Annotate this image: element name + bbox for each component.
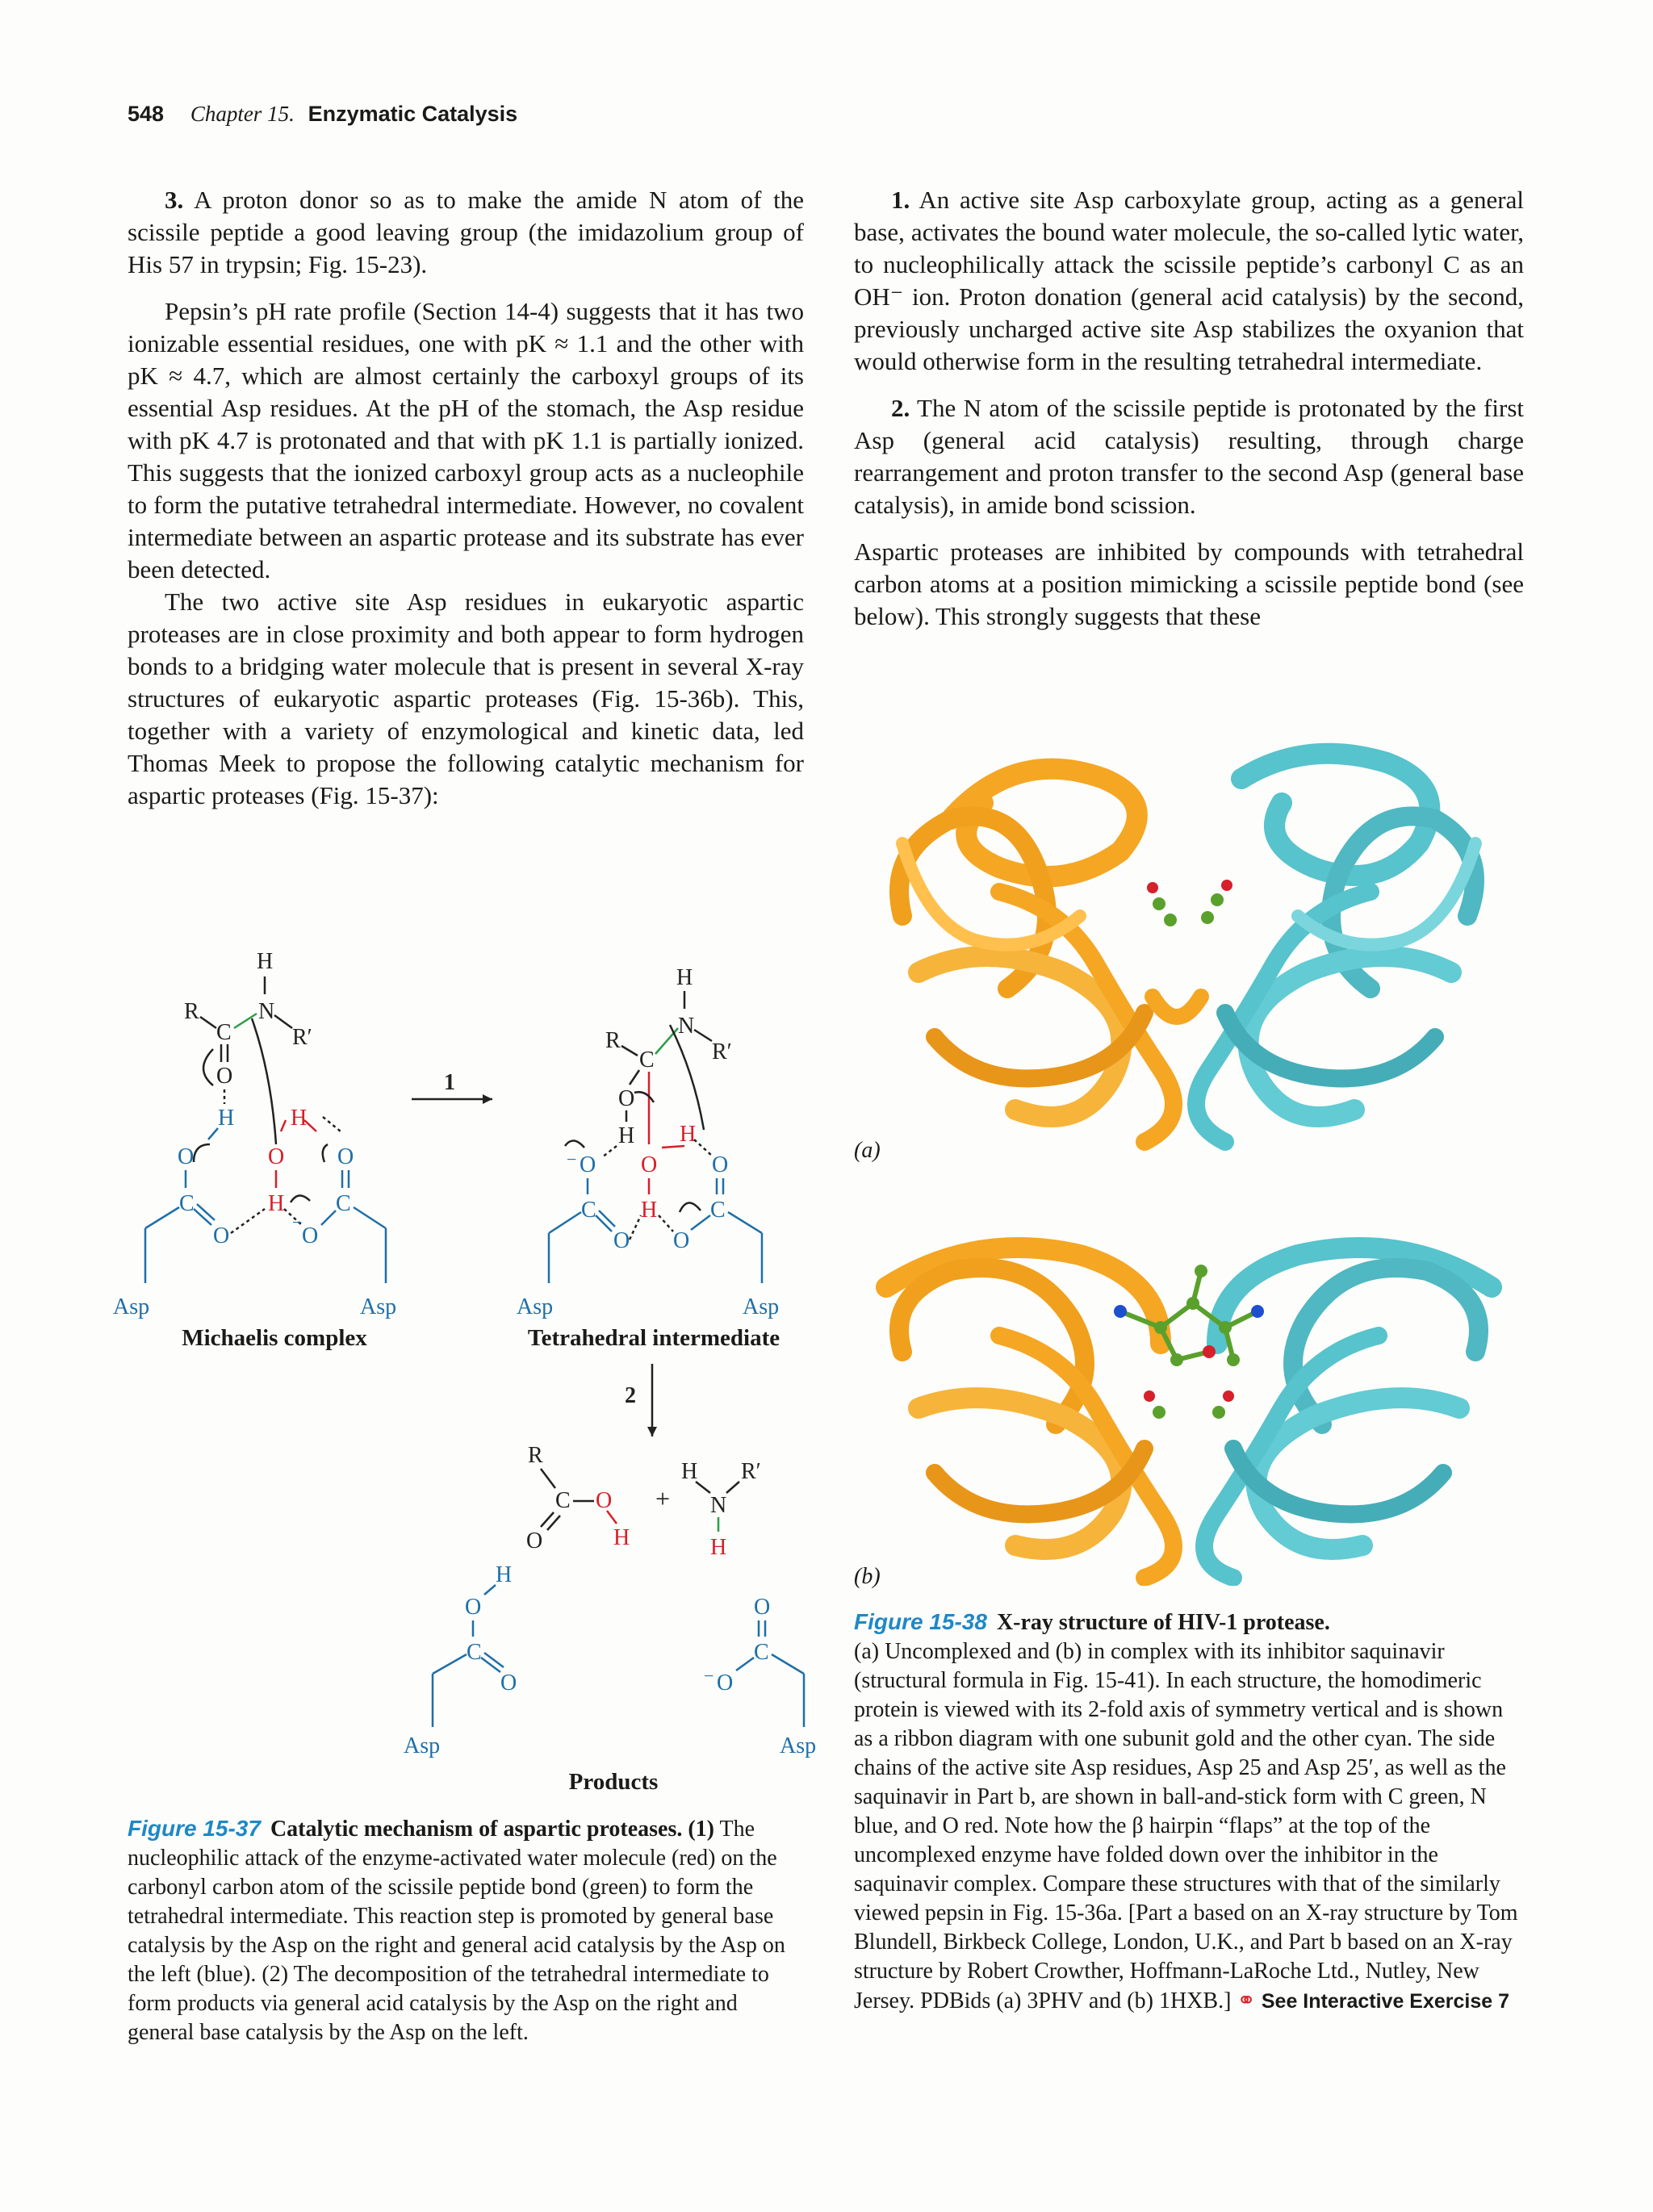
paragraph: Aspartic proteases are inhibited by compounds with tetrahedral carbon atoms at a position mimicking a scissile peptide bond (see below). This strongly suggests that these bbox=[854, 537, 1524, 630]
atom-o: O bbox=[526, 1528, 543, 1553]
atom-o: O bbox=[213, 1223, 230, 1248]
atom-h: H bbox=[218, 1106, 235, 1131]
figure-label: Figure 15-37 bbox=[128, 1816, 261, 1841]
atom-c: C bbox=[555, 1488, 571, 1513]
atom-o: O bbox=[268, 1144, 285, 1169]
item-text: The N atom of the scissile peptide is protonated by the first Asp (general acid catalysis) resulting, through charge rearrangement and proton transfer to the second Asp (general base catalysis), in amide bond scission. bbox=[854, 394, 1524, 519]
chapter-number: Chapter 15. bbox=[190, 102, 295, 126]
figure-15-37-caption bbox=[128, 1814, 804, 2047]
link-text: See Interactive Exercise 7 bbox=[1261, 1990, 1510, 2013]
atom-c: C bbox=[710, 1198, 726, 1223]
reaction-scheme bbox=[113, 928, 823, 1783]
atom-r-prime: R′ bbox=[292, 1025, 312, 1050]
figure-title: X-ray structure of HIV-1 protease. bbox=[996, 1610, 1330, 1635]
atom-h: H bbox=[613, 1525, 630, 1550]
item-text: A proton donor so as to make the amide N atom of the scissile peptide a good leaving group (the imidazolium group of His 57 in trypsin; Fig. 15-23). bbox=[128, 186, 804, 278]
subfigure-b-label: (b) bbox=[854, 1564, 881, 1589]
charge: − bbox=[704, 1666, 714, 1686]
atom-h: H bbox=[268, 1191, 285, 1216]
atom-h: H bbox=[676, 965, 693, 990]
running-header bbox=[128, 102, 517, 127]
right-column bbox=[854, 184, 1524, 647]
list-item-3 bbox=[128, 184, 804, 281]
atom-h: H bbox=[496, 1562, 513, 1587]
atom-o: O bbox=[216, 1064, 233, 1089]
hiv-protease-structure-b bbox=[854, 1206, 1524, 1586]
chapter-title: Enzymatic Catalysis bbox=[308, 102, 518, 126]
atom-c: C bbox=[336, 1191, 351, 1216]
michaelis-label: Michaelis complex bbox=[182, 1325, 367, 1351]
atom-h: H bbox=[710, 1535, 727, 1560]
subfigure-a-label: (a) bbox=[854, 1138, 881, 1163]
asp-label: Asp bbox=[404, 1733, 441, 1758]
charge: − bbox=[567, 1149, 577, 1169]
atom-o: O bbox=[178, 1144, 195, 1169]
atom-c: C bbox=[179, 1191, 195, 1216]
asp-label: Asp bbox=[743, 1294, 780, 1319]
atom-h: H bbox=[257, 949, 274, 974]
step-1-label: 1 bbox=[444, 1070, 455, 1095]
item-number: 3. bbox=[165, 186, 184, 214]
atom-r-prime: R′ bbox=[712, 1039, 732, 1064]
atom-c: C bbox=[581, 1198, 596, 1223]
atom-o-minus: O bbox=[302, 1223, 319, 1248]
atom-h: H bbox=[641, 1198, 658, 1223]
item-number: 2. bbox=[891, 394, 910, 422]
list-item-2 bbox=[854, 392, 1524, 521]
hiv-protease-structure-a bbox=[854, 730, 1524, 1166]
atom-h: H bbox=[291, 1106, 308, 1131]
figure-label: Figure 15-38 bbox=[854, 1609, 987, 1634]
atom-o: O bbox=[641, 1152, 658, 1177]
atom-o-minus: O bbox=[717, 1670, 734, 1696]
list-item-1 bbox=[854, 184, 1524, 378]
atom-o-minus: O bbox=[580, 1152, 596, 1177]
asp-label: Asp bbox=[360, 1294, 397, 1319]
asp-label: Asp bbox=[517, 1294, 554, 1319]
atom-n: N bbox=[678, 1014, 695, 1039]
item-text: An active site Asp carboxylate group, acting as a general base, activates the bound water molecule, the so-called lytic water, to nucleophilically attack the scissile peptide’s carbonyl C as an OH⁻ ion. Proton donation (general acid catalysis) by the second, previously uncharged active site Asp stabilizes the oxyanion that would otherwise form in the resulting tetrahedral intermediate. bbox=[854, 186, 1524, 375]
left-column bbox=[128, 184, 804, 826]
page-number: 548 bbox=[128, 102, 165, 126]
atom-r: R bbox=[184, 999, 199, 1024]
atom-o: O bbox=[500, 1670, 517, 1696]
atom-o: O bbox=[465, 1595, 482, 1620]
paragraph: The two active site Asp residues in eukaryotic aspartic proteases are in close proximity and both appear to form hydrogen bonds to a bridging water molecule that is present in several X-ray structures of eukaryotic aspartic proteases (Fig. 15-36b). This, together with a variety of enzymological and kinetic data, led Thomas Meek to propose the following catalytic mechanism for aspartic proteases (Fig. 15-37): bbox=[128, 587, 804, 809]
figure-text: (a) Uncomplexed and (b) in complex with its inhibitor saquinavir (structural formula in Fig. 15-41). In each structure, the homodimeric protein is viewed with its 2-fold axis of symmetry vertical and is shown as a ribbon diagram with one subunit gold and the other cyan. The side chains of the active site Asp residues, Asp 25 and Asp 25′, as well as the saquinavir in Part b, are shown in ball-and-stick form with C green, N blue, and O red. Note how the β hairpin “flaps” at the top of the uncomplexed enzyme have folded down over the inhibitor in the saquinavir complex. Compare these structures with that of the similarly viewed pepsin in Fig. 15-36a. [Part a based on an X-ray structure by Tom Blundell, Birkbeck College, London, U.K., and Part b based on an X-ray structure by Robert Crowther, Hoffmann-LaRoche Ltd., Nutley, New Jersey. PDBids (a) 3PHV and (b) 1HXB.] bbox=[854, 1639, 1518, 2013]
paragraph: Pepsin’s pH rate profile (Section 14-4) suggests that it has two ionizable essential residues, one with pK ≈ 1.1 and the other with pK ≈ 4.7, which are almost certainly the carboxyl groups of its essential Asp residues. At the pH of the stomach, the Asp residue with pK 4.7 is protonated and that with pK 1.1 is partially ionized. This suggests that the ionized carboxyl group acts as a nucleophile to form the putative tetrahedral intermediate. However, no covalent intermediate between an aspartic protease and its substrate has ever been detected. bbox=[128, 297, 804, 583]
atom-o: O bbox=[337, 1144, 354, 1169]
atom-o: O bbox=[754, 1595, 771, 1620]
plus-sign: + bbox=[655, 1484, 671, 1513]
atom-r: R bbox=[605, 1028, 621, 1053]
item-number: 1. bbox=[891, 186, 910, 214]
atom-c: C bbox=[754, 1640, 769, 1665]
atom-r-prime: R′ bbox=[741, 1459, 761, 1484]
atom-c: C bbox=[639, 1047, 655, 1073]
figure-15-38-caption bbox=[854, 1608, 1524, 2016]
step-2-label: 2 bbox=[625, 1383, 636, 1408]
atom-h: H bbox=[680, 1122, 697, 1147]
asp-label: Asp bbox=[780, 1733, 817, 1758]
charge: − bbox=[292, 1212, 303, 1232]
asp-label: Asp bbox=[113, 1294, 150, 1319]
atom-r: R bbox=[528, 1443, 543, 1468]
atom-o: O bbox=[712, 1152, 729, 1177]
figure-text: The nucleophilic attack of the enzyme-activated water molecule (red) on the carbonyl carbon atom of the scissile peptide bond (green) to form the tetrahedral intermediate. This reaction step is promoted by general base catalysis by the Asp on the right and general acid catalysis by the Asp on the left (blue). (2) The decomposition of the tetrahedral intermediate to form products via general acid catalysis by the Asp on the right and general base catalysis by the Asp on the left. bbox=[128, 1817, 785, 2045]
atom-o-minus: O bbox=[673, 1228, 690, 1253]
atom-h: H bbox=[618, 1123, 635, 1148]
figure-title: Catalytic mechanism of aspartic proteases. (1) bbox=[270, 1817, 714, 1842]
atom-n: N bbox=[258, 999, 275, 1024]
molecule-link-icon: ⚭ bbox=[1237, 1987, 1256, 2013]
atom-h: H bbox=[681, 1459, 698, 1484]
interactive-exercise-link[interactable] bbox=[1237, 1988, 1509, 2013]
atom-c: C bbox=[216, 1020, 232, 1045]
tetrahedral-label: Tetrahedral intermediate bbox=[527, 1325, 780, 1351]
atom-c: C bbox=[467, 1640, 482, 1665]
products-label: Products bbox=[568, 1769, 659, 1795]
atom-n: N bbox=[710, 1493, 727, 1518]
atom-o: O bbox=[618, 1086, 635, 1111]
atom-o: O bbox=[613, 1228, 630, 1253]
atom-o: O bbox=[596, 1488, 613, 1513]
